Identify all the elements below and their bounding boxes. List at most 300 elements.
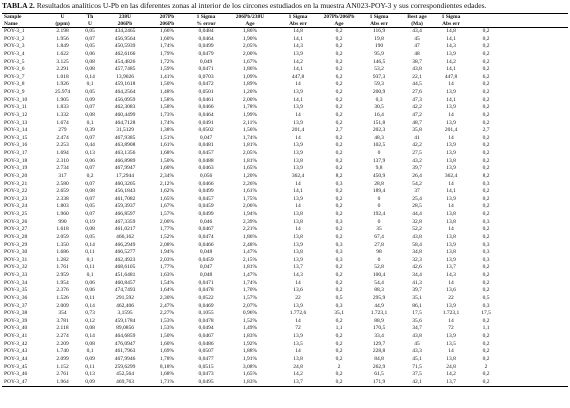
table-cell: 0,05 — [85, 233, 95, 240]
table-cell: 0,2 — [482, 203, 490, 210]
table-cell: 0,2 — [482, 150, 490, 156]
table-cell: 13,9 — [446, 104, 456, 111]
table-cell: 362,4 — [291, 172, 305, 179]
table-cell: 14,2 — [293, 371, 303, 378]
table-cell: 2,15% — [242, 256, 258, 263]
table-cell: 95,9 — [374, 50, 384, 57]
table-cell: 0 — [377, 218, 381, 225]
table-cell: 14,1 — [446, 35, 456, 42]
table-cell: 129,7 — [372, 340, 386, 347]
table-cell: 13,8 — [293, 233, 303, 240]
table-cell: 1.694 — [56, 150, 69, 156]
table-cell — [501, 81, 532, 89]
table-cell: 0,2 — [482, 287, 490, 294]
table-cell: 0,2 — [482, 50, 490, 57]
table-cell: 0,07 — [85, 180, 95, 187]
table-cell: 1,52% — [242, 317, 258, 324]
table-cell: 0,2 — [335, 157, 343, 164]
table-cell: 0,2 — [335, 340, 343, 347]
table-cell: 1,74% — [159, 43, 175, 50]
table-cell: 200,9 — [372, 89, 386, 95]
table-cell: 2,00% — [242, 96, 258, 103]
table-cell — [532, 173, 568, 181]
sample-name-cell: POY-3_43 — [4, 348, 28, 355]
table-cell: 14 — [448, 111, 454, 118]
table-cell: 0,05 — [85, 28, 95, 34]
table-cell: 2.376 — [56, 287, 69, 294]
table-cell — [501, 371, 532, 379]
table-cell: 0,0467 — [198, 333, 214, 339]
table-cell: 1,58% — [159, 96, 175, 103]
table-cell: 0,2 — [482, 371, 490, 378]
table-cell: 13,9 — [293, 333, 303, 339]
table-cell — [501, 325, 532, 333]
table-cell: 14,1 — [293, 66, 303, 73]
table-cell: 84,8 — [374, 355, 384, 362]
table-cell — [532, 257, 568, 265]
table-cell: 1.954 — [56, 279, 69, 286]
table-cell — [532, 303, 568, 311]
sample-name-cell: POY-3_9 — [4, 89, 25, 95]
table-cell: 13,6 — [293, 287, 303, 294]
table-cell — [532, 226, 568, 234]
table-cell — [532, 112, 568, 120]
table-row — [2, 379, 568, 387]
table-cell: 0,1055 — [198, 310, 214, 317]
table-cell: 17,5 — [412, 310, 422, 317]
table-cell: 14 — [295, 317, 301, 324]
table-cell: 462,4923 — [114, 256, 136, 263]
sample-name-cell: POY-3_24 — [4, 203, 28, 210]
table-cell — [532, 364, 568, 372]
table-cell: 0,2 — [482, 89, 490, 95]
sample-name-cell: POY-3_4 — [4, 50, 25, 57]
table-row — [2, 127, 568, 135]
table-cell: 0,14 — [85, 333, 95, 339]
table-cell: 32,8 — [412, 218, 422, 225]
table-cell: 0,0464 — [198, 111, 214, 118]
table-cell — [532, 181, 568, 189]
table-cell: 1,86% — [242, 66, 258, 73]
table-cell: 13,9 — [293, 89, 303, 95]
table-cell: 0,08 — [85, 340, 95, 347]
table-cell — [532, 150, 568, 158]
table-cell: 259,6299 — [114, 363, 136, 370]
table-cell: 13,9 — [446, 150, 456, 156]
table-cell: 201,4 — [444, 127, 458, 134]
table-cell: 0,0502 — [198, 127, 214, 134]
table-cell — [532, 219, 568, 227]
table-cell: 0,06 — [85, 157, 95, 164]
table-cell: 0,0479 — [198, 50, 214, 57]
table-cell: 0,09 — [85, 355, 95, 362]
sample-name-cell: POY-3_33 — [4, 272, 28, 278]
table-cell: 0,0457 — [198, 195, 214, 202]
table-cell: 1.723,1 — [442, 310, 460, 317]
table-cell: 461,7082 — [114, 195, 136, 202]
table-cell: 43,8 — [412, 66, 422, 73]
table-cell: 1.332 — [56, 111, 69, 118]
table-cell: 1,66% — [159, 28, 175, 34]
table-cell — [532, 242, 568, 250]
table-cell: 1,60% — [159, 35, 175, 42]
table-cell: 14 — [295, 180, 301, 187]
table-cell: 192,4 — [372, 211, 386, 217]
table-cell — [501, 272, 532, 280]
table-cell: 34,8 — [412, 249, 422, 256]
table-cell: 0,3 — [375, 96, 383, 103]
table-cell: 0,2 — [335, 233, 343, 240]
table-cell: 452,564 — [116, 371, 134, 378]
table-cell: 14,3 — [446, 43, 456, 50]
column-header — [532, 14, 568, 21]
sample-name-cell: POY-3_5 — [4, 58, 25, 65]
table-cell: 1,63% — [159, 272, 175, 278]
table-cell: 2.659 — [56, 188, 69, 195]
table-cell — [532, 234, 568, 242]
table-cell: 434,2465 — [114, 28, 136, 34]
table-cell: 0,2 — [482, 264, 490, 271]
table-cell: 1,75% — [242, 195, 258, 202]
table-cell: 47,2 — [412, 111, 422, 118]
table-cell — [532, 371, 568, 379]
table-cell: 3.125 — [56, 58, 69, 65]
table-cell — [532, 36, 568, 44]
table-cell: 0,1 — [86, 272, 94, 278]
table-cell: 450,5939 — [114, 43, 136, 50]
table-cell: 0,2 — [335, 355, 343, 362]
table-cell: 464,6859 — [114, 333, 136, 339]
table-cell: 0,2 — [482, 81, 490, 88]
table-cell: 1,60% — [159, 340, 175, 347]
table-cell: 1.350 — [56, 241, 69, 248]
table-cell: 1,72% — [159, 58, 175, 65]
table-cell: 2.274 — [56, 333, 69, 339]
table-cell — [532, 280, 568, 288]
table-cell: 1,50% — [159, 333, 175, 339]
table-cell — [501, 310, 532, 318]
table-cell: 14 — [295, 348, 301, 355]
table-cell — [501, 203, 532, 211]
table-cell: 3,1595 — [117, 310, 133, 317]
table-row — [2, 333, 568, 341]
column-header: Abs err — [431, 21, 471, 28]
sample-name-cell: POY-3_30 — [4, 249, 28, 256]
table-cell — [532, 120, 568, 128]
table-cell: 2,03% — [159, 256, 175, 263]
sample-name-cell: POY-3_22 — [4, 188, 28, 195]
table-cell: 2.009 — [56, 302, 69, 309]
sample-name-cell: POY-3_42 — [4, 340, 28, 347]
table-cell: 467,9947 — [114, 165, 136, 172]
table-cell: 54,4 — [374, 279, 384, 286]
column-header: 206Pb/238U — [227, 14, 273, 21]
table-cell: 2,7 — [482, 127, 490, 134]
table-cell — [501, 51, 532, 59]
table-cell: 0,3 — [482, 256, 490, 263]
table-cell: 1,53% — [159, 325, 175, 332]
table-cell: 456,1843 — [114, 188, 136, 195]
column-header: (Ma) — [403, 21, 431, 28]
table-cell — [501, 59, 532, 67]
table-cell: 0,2 — [86, 172, 94, 179]
table-cell: 24,8 — [446, 363, 456, 370]
table-cell: 1,74% — [159, 119, 175, 126]
table-cell: 14,3 — [293, 43, 303, 50]
table-cell: 464,2564 — [114, 89, 136, 95]
table-cell: 0,09 — [79, 379, 101, 387]
table-cell: 0,09 — [85, 96, 95, 103]
table-cell — [532, 74, 568, 82]
column-header: Sample — [2, 14, 46, 21]
table-cell: 38,7 — [412, 58, 422, 65]
column-header: Abs err — [355, 21, 403, 28]
table-cell — [501, 234, 532, 242]
table-cell: 14 — [295, 203, 301, 210]
table-cell: 463,1356 — [114, 150, 136, 156]
table-cell: 13,9 — [293, 256, 303, 263]
table-cell: 1,94% — [242, 211, 258, 217]
table-row — [2, 158, 568, 166]
table-cell: 0,3 — [335, 256, 343, 263]
table-cell: 1,56% — [242, 127, 258, 134]
table-cell: 13,8 — [293, 355, 303, 362]
column-header: Abs err — [273, 21, 323, 28]
table-cell: 35,6 — [412, 317, 422, 324]
table-cell: 2,39% — [242, 218, 258, 225]
table-cell: 3,08% — [242, 363, 258, 370]
sample-name-cell: POY-3_12 — [4, 111, 28, 118]
table-cell: 447,8 — [444, 73, 458, 80]
column-header: U — [79, 21, 101, 28]
table-row — [2, 257, 568, 265]
table-cell: 2.198 — [56, 28, 69, 34]
table-cell — [532, 28, 568, 36]
table-cell: 19,8 — [374, 35, 384, 42]
sample-name-cell: POY-3_3 — [4, 43, 25, 50]
table-cell — [501, 295, 532, 303]
table-cell: 86,1 — [412, 302, 422, 309]
table-cell: 67,4 — [374, 233, 384, 240]
table-cell: 1.956 — [56, 35, 69, 42]
table-cell: 0,2 — [335, 348, 343, 355]
table-cell: 14 — [295, 279, 301, 286]
table-cell — [501, 89, 532, 97]
table-cell: 469,763 — [101, 379, 149, 387]
table-cell: 43,4 — [412, 28, 422, 34]
table-cell: 35,1 — [412, 294, 422, 301]
table-cell — [501, 264, 532, 272]
table-cell: 100,4 — [372, 272, 386, 278]
table-cell: 2,7 — [335, 127, 343, 134]
table-cell: 0,2 — [482, 96, 490, 103]
table-cell: 13,9 — [446, 165, 456, 172]
table-cell: 72 — [295, 325, 301, 332]
table-cell — [532, 348, 568, 356]
table-cell: 151,8 — [372, 119, 386, 126]
table-cell: 13,9 — [293, 104, 303, 111]
table-cell: 14,8 — [446, 28, 456, 34]
table-cell: 1,89% — [242, 81, 258, 88]
table-cell — [501, 303, 532, 311]
table-cell: 0,2 — [335, 28, 343, 34]
table-cell: 43,8 — [412, 233, 422, 240]
table-cell: 1,53% — [159, 317, 175, 324]
table-cell: 466,8989 — [114, 157, 136, 164]
table-cell — [532, 249, 568, 257]
table-row — [2, 173, 568, 181]
table-cell: 0,0501 — [198, 89, 214, 95]
table-cell — [501, 242, 532, 250]
table-cell — [501, 104, 532, 112]
table-cell: 13,6 — [446, 287, 456, 294]
table-cell: 14,3 — [293, 272, 303, 278]
table-cell: 0,73 — [85, 310, 95, 317]
table-cell: 1,83% — [242, 333, 258, 339]
table-cell: 0,2 — [482, 165, 490, 172]
table-row — [2, 66, 568, 74]
table-cell: 13,9026 — [116, 73, 134, 80]
table-cell: 0,08 — [85, 111, 95, 118]
table-cell — [501, 112, 532, 120]
table-row — [2, 97, 568, 105]
sample-name-cell: POY-3_47 — [2, 379, 46, 387]
table-cell: 447,8 — [291, 73, 305, 80]
table-cell: 13,8 — [446, 233, 456, 240]
table-cell: 0,2 — [335, 150, 343, 156]
column-header — [501, 21, 532, 28]
table-cell: 0,3 — [335, 218, 343, 225]
table-cell: 0,5 — [482, 294, 490, 301]
table-row — [2, 303, 568, 311]
table-cell: 35 — [376, 226, 382, 233]
table-cell: 1,47% — [242, 249, 258, 256]
table-cell: 171,9 — [355, 379, 403, 387]
table-cell: 0,2 — [482, 272, 490, 278]
table-cell: 14 — [448, 317, 454, 324]
table-cell: 1,65% — [242, 371, 258, 378]
column-header: 238U — [101, 14, 149, 21]
table-cell: 0,2 — [482, 104, 490, 111]
table-cell: 2.959 — [56, 272, 69, 278]
table-cell: 0,2 — [335, 96, 343, 103]
header-row-2 — [2, 21, 568, 28]
table-cell: 0,2 — [335, 203, 343, 210]
table-cell: 459,1784 — [114, 317, 136, 324]
table-cell: 0,12 — [85, 317, 95, 324]
table-cell: 0,2 — [482, 119, 490, 126]
table-cell: 0,2 — [335, 188, 343, 195]
table-cell: 39,7 — [412, 287, 422, 294]
table-cell: 0,0478 — [198, 287, 214, 294]
table-cell: 0,06 — [85, 50, 95, 57]
column-header: Name — [2, 21, 46, 28]
table-cell: 464,7128 — [114, 119, 136, 126]
table-cell — [501, 196, 532, 204]
table-cell: 0 — [377, 195, 381, 202]
table-cell: 0,13 — [85, 150, 95, 156]
table-cell — [501, 135, 532, 143]
table-cell: 48,7 — [412, 119, 422, 126]
sample-name-cell: POY-3_27 — [4, 226, 28, 233]
table-cell: 1,94% — [159, 249, 175, 256]
table-row — [2, 36, 568, 44]
sample-name-cell: POY-3_18 — [4, 157, 28, 164]
table-cell: 2.310 — [56, 157, 69, 164]
table-cell: 13,8 — [446, 157, 456, 164]
table-cell: 14,1 — [446, 96, 456, 103]
column-header: 207Pb/206Pb — [323, 14, 355, 20]
table-row — [2, 51, 568, 59]
table-cell: 42,6 — [412, 264, 422, 271]
sample-name-cell: POY-3_44 — [4, 355, 28, 362]
table-cell: 1,83% — [227, 379, 273, 387]
table-cell: 2 — [337, 363, 341, 370]
table-cell: 14,1 — [446, 66, 456, 73]
table-row — [2, 242, 568, 250]
table-cell: 0,3 — [482, 249, 490, 256]
table-cell: 0,0461 — [198, 96, 214, 103]
table-cell — [532, 356, 568, 364]
table-cell: 1,71% — [149, 379, 185, 387]
table-cell: 0,08 — [85, 325, 95, 332]
table-cell: 0,2 — [482, 211, 490, 217]
sample-name-cell: POY-3_29 — [4, 241, 28, 248]
table-cell: 459,1618 — [114, 81, 136, 88]
table-cell: 0,0466 — [198, 241, 214, 248]
table-cell: 0,3 — [482, 180, 490, 187]
table-cell: 14,1 — [446, 188, 456, 195]
column-header: 206Pb — [149, 21, 185, 28]
table-cell: 22 — [295, 294, 301, 301]
sample-name-cell: POY-3_28 — [4, 233, 28, 240]
table-cell: 28,8 — [374, 180, 384, 187]
table-cell: 317 — [58, 172, 67, 179]
table-cell: 202,3 — [372, 127, 386, 134]
table-cell: 1,20% — [242, 89, 258, 95]
table-cell: 0,0495 — [185, 379, 227, 387]
table-cell — [501, 127, 532, 135]
table-cell: 0,0457 — [198, 150, 214, 156]
column-header: 1 Sigma — [273, 14, 323, 21]
table-cell: 13,9 — [293, 50, 303, 57]
table-cell: 0,2 — [335, 43, 343, 50]
table-cell: 1.723,1 — [370, 310, 388, 317]
table-cell: 460,4499 — [114, 111, 136, 118]
table-cell: 354 — [58, 310, 67, 317]
table-cell: 1,59% — [159, 66, 175, 73]
table-cell: 1,68% — [159, 371, 175, 378]
table-caption — [2, 0, 568, 12]
table-cell: 2,05% — [242, 43, 258, 50]
table-cell — [501, 379, 532, 387]
table-cell: 2,47% — [159, 302, 175, 309]
table-cell — [532, 97, 568, 105]
table-cell — [501, 257, 532, 265]
results-table — [2, 13, 568, 387]
table-row — [2, 43, 568, 51]
table-cell: 454,4826 — [114, 58, 136, 65]
table-cell: 52,8 — [374, 264, 384, 271]
sample-name-cell: POY-3_32 — [4, 264, 28, 271]
column-header: Age — [323, 21, 355, 28]
table-cell: 0,0466 — [198, 180, 214, 187]
table-cell: 0,5 — [335, 294, 343, 301]
table-cell — [532, 142, 568, 150]
table-cell: 0,0477 — [198, 355, 214, 362]
sample-name-cell: POY-3_39 — [4, 317, 28, 324]
table-cell: 0,0522 — [198, 294, 214, 301]
